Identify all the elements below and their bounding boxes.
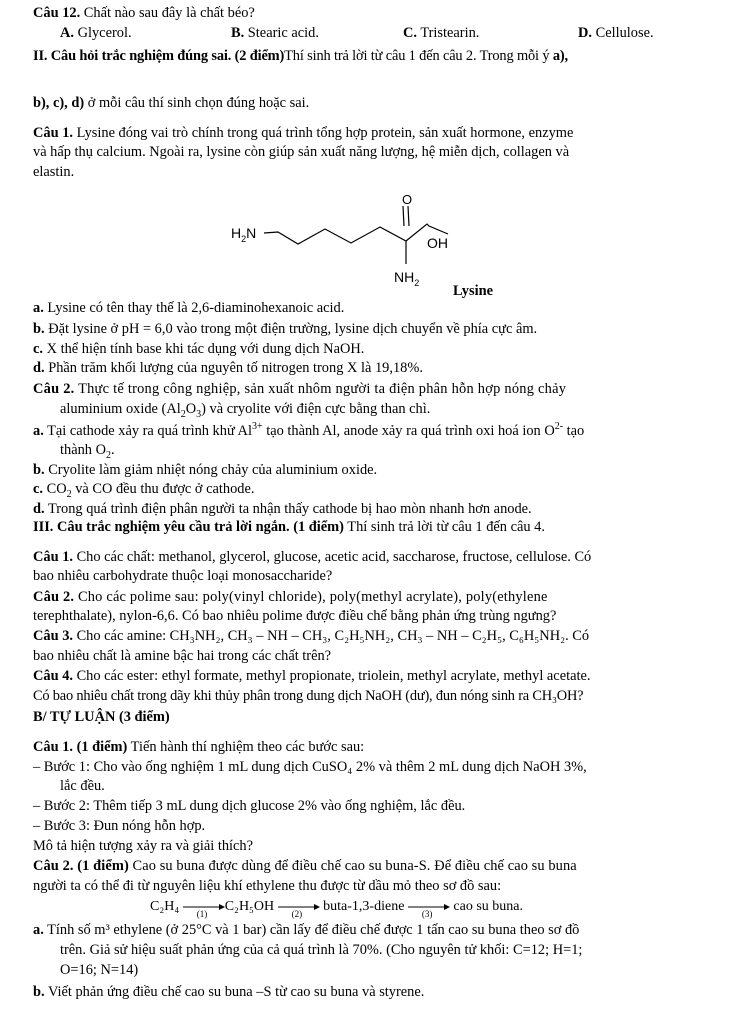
section-b-heading: B/ TỰ LUẬN (3 điểm) (33, 709, 170, 725)
option-text: Cellulose. (592, 25, 654, 41)
s2q2-b: b. Cryolite làm giảm nhiệt nóng chảy của aluminium oxide. (33, 462, 378, 478)
s3-question-2-line1: Câu 2. Cho các polime sau: poly(vinyl chloride), poly(methyl acrylate), poly(ethylene (33, 589, 548, 605)
b-question-1-step3: – Bước 3: Đun nóng hỗn hợp. (33, 818, 206, 834)
section-intro: Thí sinh trả lời từ câu 1 đến câu 4. (343, 519, 545, 535)
s3-question-4-line1: Câu 4. Cho các ester: ethyl formate, methyl propionate, triolein, methyl acrylate, methyl acetate. (33, 668, 591, 684)
carbonyl-bond-1 (403, 206, 404, 226)
scheme-step-number: (2) (291, 908, 303, 919)
s2q1-a: a. Lysine có tên thay thế là 2,6-diaminohexanoic acid. (33, 300, 345, 316)
section-title: II. Câu hỏi trắc nghiệm đúng sai. (2 điểm) (33, 48, 285, 64)
section-2-heading (33, 47, 568, 65)
option-letter: B. (231, 25, 245, 41)
s2-question-1-line1 (33, 124, 573, 142)
scheme-product-3: cao su buna. (453, 899, 523, 914)
b-question-2-a-line3: O=16; N=14) (60, 962, 139, 978)
question-text: Chất nào sau đây là chất béo? (80, 5, 255, 21)
s2-question-2-line1 (33, 380, 566, 398)
option-text: Stearic acid. (244, 25, 319, 41)
section-2-intro-line2 (33, 94, 309, 112)
option-text: Glycerol. (74, 25, 132, 41)
s2q1-c: c. X thể hiện tính base khi tác dụng với dung dịch NaOH. (33, 341, 365, 357)
carbonyl-bond-2 (408, 206, 409, 226)
b-question-2-a-line2: trên. Giả sử hiệu suất phản ứng của cả quá trình là 70%. (Cho nguyên tử khối: C=12; H=1; (60, 942, 583, 958)
scheme-arrow-2 (278, 900, 320, 919)
option-letter: C. (403, 25, 417, 41)
s3-question-3-line2: bao nhiêu chất là amine bậc hai trong các chất trên? (33, 648, 332, 664)
question-12 (33, 4, 255, 22)
scheme-step-number: (1) (196, 908, 208, 919)
b-question-1-step1-line2: lắc đều. (60, 778, 105, 794)
section-intro-bold: b), c), d) (33, 95, 85, 111)
section-intro-bold: a), (552, 48, 568, 64)
option-text: Tristearin. (417, 25, 480, 41)
option-c (403, 24, 479, 42)
question-label: Câu 2. (33, 381, 75, 397)
h2n-label: $H_2N$ (231, 225, 257, 244)
s2-question-1-line2: và hấp thụ calcium. Ngoài ra, lysine còn giúp sản xuất năng lượng, hệ miễn dịch, collagen và (33, 144, 570, 160)
scheme-product-2: buta-1,3-diene (323, 899, 405, 914)
scheme-step-number: (3) (421, 908, 433, 919)
question-text: Thực tế trong công nghiệp, sản xuất nhôm người ta điện phân hỗn hợp nóng chảy (74, 381, 567, 397)
question-label: Câu 1. (33, 125, 73, 141)
b-question-2-b: b. Viết phản ứng điều chế cao su buna –S từ cao su buna và styrene. (33, 984, 425, 1000)
s2q2-c: c. $CO_2$ và CO đều thu được ở cathode. (33, 481, 255, 500)
question-label: Câu 12. (33, 5, 81, 21)
s2q2-d: d. Trong quá trình điện phân người ta nhận thấy cathode bị hao mòn nhanh hơn anode. (33, 501, 532, 517)
s2-question-1-line3: elastin. (33, 164, 75, 180)
s3-question-4-line2: Có bao nhiêu chất trong dãy khi thủy phân trong dung dịch NaOH (dư), đun nóng sinh ra CH₃OH? (33, 688, 584, 704)
option-letter: A. (60, 25, 74, 41)
s2-question-2-line2: aluminium oxide $(Al_2O_3)$ và cryolite với điện cực bằng than chì. (60, 401, 431, 420)
s3-question-1-line2: bao nhiêu carbohydrate thuộc loại monosaccharide? (33, 568, 333, 584)
s2q1-b: b. Đặt lysine ở pH = 6,0 vào trong một điện trường, lysine dịch chuyển về phía cực âm. (33, 321, 538, 337)
b-question-1-line1: Câu 1. (1 điểm) Tiến hành thí nghiệm theo các bước sau: (33, 739, 365, 755)
scheme-arrow-1 (183, 900, 225, 919)
nh2-label: $NH_2$ (394, 269, 420, 288)
s3-question-3-line1: Câu 3. Cho các amine: CH₃NH₂, CH₃ – NH – CH₃, C₂H₅NH₂, CH₃ – NH – C₂H₅, C₆H₅NH₂. Có (33, 628, 590, 644)
option-b (231, 24, 319, 42)
section-intro: Thí sinh trả lời từ câu 1 đến câu 2. Trong mỗi ý (284, 48, 553, 64)
carbon-chain (264, 224, 448, 244)
s3-question-2-line2: terephthalate), nylon-6,6. Có bao nhiêu polime được điều chế bằng phản ứng trùng ngưng? (33, 608, 557, 624)
s2q2-a-line2: thành $O_2$. (60, 442, 115, 461)
lysine-structure (222, 186, 522, 296)
b-question-2-line1: Câu 2. (1 điểm) Cao su buna được dùng để điều chế cao su buna-S. Để điều chế cao su buna (33, 858, 577, 874)
b-question-1-step2: – Bước 2: Thêm tiếp 3 mL dung dịch glucose 2% vào ống nghiệm, lắc đều. (33, 798, 466, 814)
reaction-scheme (150, 898, 523, 919)
section-intro: ở mỗi câu thí sinh chọn đúng hoặc sai. (84, 95, 310, 111)
option-d (578, 24, 654, 42)
s2q2-a: a. Tại cathode xảy ra quá trình khử $Al^{3+}$ tạo thành Al, anode xảy ra quá trình oxi hoá ion $O^{2-}$ tạo (33, 421, 585, 439)
section-3-heading (33, 518, 545, 536)
scheme-product-1: C₂H₅OH (224, 899, 275, 914)
option-a (60, 24, 132, 42)
scheme-reactant-1: C₂H₄ (150, 899, 180, 914)
oh-label: OH (427, 235, 448, 251)
b-question-1-ask: Mô tả hiện tượng xảy ra và giải thích? (33, 838, 254, 854)
option-letter: D. (578, 25, 592, 41)
oxygen-label: O (402, 192, 413, 207)
b-question-2-a: a. Tính số m³ ethylene (ở 25°C và 1 bar) cần lấy để điều chế được 1 tấn cao su buna theo sơ đồ (33, 922, 580, 938)
b-question-2-line2: người ta có thể đi từ nguyên liệu khí ethylene thu được từ dầu mỏ theo sơ đồ sau: (33, 878, 502, 894)
s3-question-1-line1: Câu 1. Cho các chất: methanol, glycerol, glucose, acetic acid, saccharose, fructose, cellulose. Có (33, 549, 592, 565)
question-text: Lysine đóng vai trò chính trong quá trình tổng hợp protein, sản xuất hormone, enzyme (72, 125, 574, 141)
section-title: III. Câu trắc nghiệm yêu cầu trả lời ngắn. (1 điểm) (33, 519, 344, 535)
b-question-1-step1: – Bước 1: Cho vào ống nghiệm 1 mL dung dịch CuSO₄ 2% và thêm 2 mL dung dịch NaOH 3%, (33, 759, 587, 775)
scheme-arrow-3 (408, 900, 450, 919)
lysine-name: Lysine (453, 283, 493, 299)
s2q1-d: d. Phần trăm khối lượng của nguyên tố nitrogen trong X là 19,18%. (33, 360, 423, 376)
